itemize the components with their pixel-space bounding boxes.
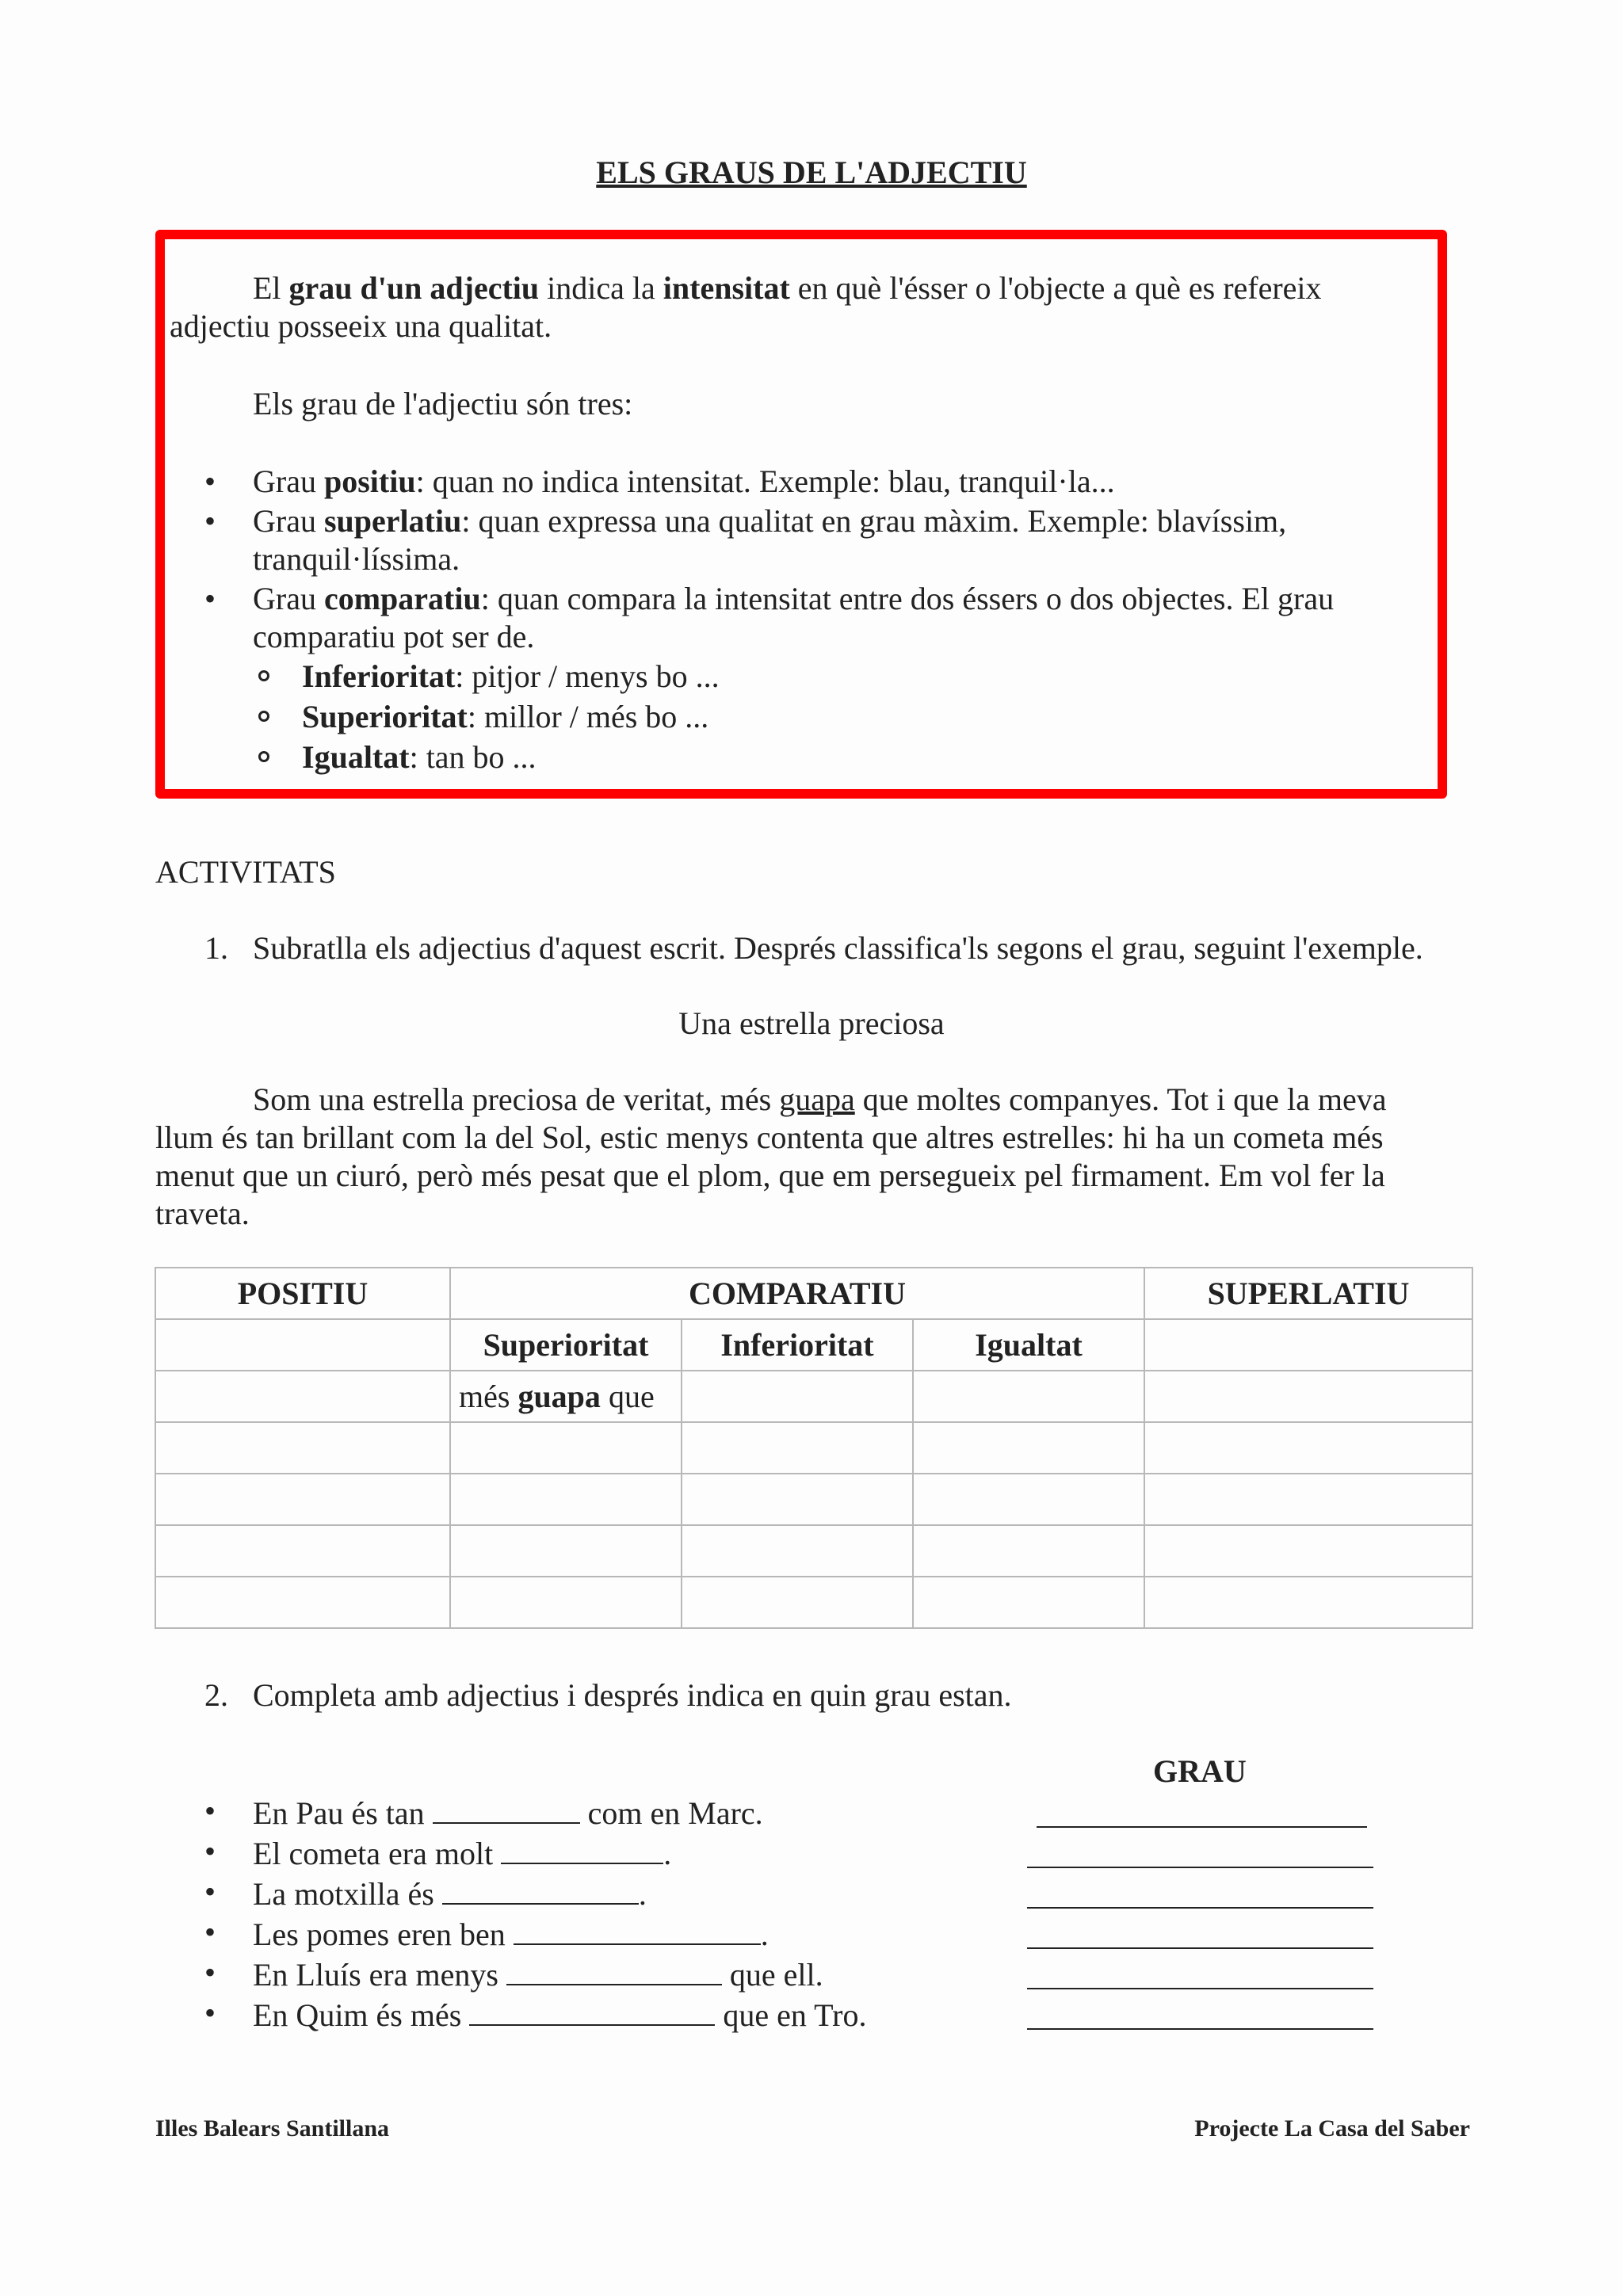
- bullet-comparatiu: Grau comparatiu: quan compara la intensitat entre dos éssers o dos objectes. El grau: [253, 581, 1335, 616]
- exercise-item-1: En Pau és tan com en Marc.: [253, 1792, 763, 1833]
- bullet-icon: •: [204, 1874, 216, 1909]
- example-cell: més guapa que: [450, 1371, 682, 1422]
- bullet-icon: •: [204, 581, 216, 616]
- table-cell[interactable]: [913, 1525, 1144, 1577]
- table-cell[interactable]: [682, 1525, 913, 1577]
- bullet-comparatiu-line2: comparatiu pot ser de.: [253, 619, 535, 654]
- table-cell[interactable]: [1144, 1422, 1472, 1474]
- table-cell[interactable]: [1144, 1371, 1472, 1422]
- grade-answer-line[interactable]: [1027, 1907, 1373, 1909]
- subbullet-superioritat: Superioritat: millor / més bo ...: [302, 699, 709, 734]
- intro-degrees-count: Els grau de l'adjectiu són tres:: [253, 386, 633, 421]
- footer-publisher: Illes Balears Santillana: [155, 2115, 390, 2142]
- header-positiu: POSITIU: [155, 1268, 450, 1319]
- answer-blank[interactable]: [514, 1913, 761, 1945]
- table-cell[interactable]: [682, 1422, 913, 1474]
- subheader-igualtat: Igualtat: [913, 1319, 1144, 1371]
- table-cell[interactable]: [155, 1371, 450, 1422]
- table-row: [155, 1422, 1472, 1474]
- table-cell[interactable]: [682, 1474, 913, 1525]
- grade-answer-line[interactable]: [1027, 1988, 1373, 1989]
- circle-bullet-icon: [258, 711, 269, 722]
- table-cell[interactable]: [450, 1525, 682, 1577]
- answer-blank[interactable]: [506, 1954, 722, 1985]
- grade-answer-line[interactable]: [1027, 1867, 1373, 1868]
- table-cell[interactable]: [913, 1422, 1144, 1474]
- activities-heading: ACTIVITATS: [155, 854, 336, 890]
- bullet-positiu: Grau positiu: quan no indica intensitat. Exemple: blau, tranquil·la...: [253, 463, 1115, 499]
- bullet-icon: •: [204, 1995, 216, 2031]
- table-cell[interactable]: [155, 1525, 450, 1577]
- table-row: [155, 1474, 1472, 1525]
- table-cell[interactable]: [913, 1577, 1144, 1628]
- bullet-icon: •: [204, 503, 216, 539]
- intro-paragraph-line1: El grau d'un adjectiu indica la intensitat en què l'ésser o l'objecte a què es refereix: [253, 270, 1322, 306]
- table-cell[interactable]: [155, 1422, 450, 1474]
- table-cell[interactable]: [913, 1474, 1144, 1525]
- bullet-icon: •: [204, 1955, 216, 1990]
- answer-blank[interactable]: [469, 1994, 715, 2026]
- intro-paragraph-line2: adjectiu posseeix una qualitat.: [170, 308, 552, 344]
- activity-2-number: 2.: [204, 1677, 228, 1713]
- grade-answer-line[interactable]: [1027, 1947, 1373, 1949]
- table-header-row: [155, 1268, 1472, 1319]
- grade-answer-line[interactable]: [1037, 1826, 1367, 1828]
- table-cell[interactable]: [1144, 1525, 1472, 1577]
- table-cell[interactable]: [913, 1371, 1144, 1422]
- grade-answer-line[interactable]: [1027, 2028, 1373, 2030]
- answer-blank[interactable]: [433, 1792, 580, 1824]
- answer-blank[interactable]: [501, 1833, 663, 1864]
- bullet-superlatiu: Grau superlatiu: quan expressa una qualitat en grau màxim. Exemple: blavíssim,: [253, 503, 1287, 539]
- header-superlatiu: SUPERLATIU: [1144, 1268, 1472, 1319]
- subheader-inferioritat: Inferioritat: [682, 1319, 913, 1371]
- exercise-item-2: El cometa era molt .: [253, 1833, 671, 1873]
- table-cell[interactable]: [1144, 1319, 1472, 1371]
- footer-project: Projecte La Casa del Saber: [1194, 2115, 1470, 2142]
- circle-bullet-icon: [258, 751, 269, 762]
- header-comparatiu: COMPARATIU: [450, 1268, 1144, 1319]
- grau-column-label: GRAU: [1153, 1753, 1247, 1789]
- bullet-icon: •: [204, 463, 216, 499]
- circle-bullet-icon: [258, 670, 269, 681]
- activity-1-number: 1.: [204, 930, 228, 966]
- bullet-icon: •: [204, 1833, 216, 1869]
- table-cell[interactable]: [1144, 1577, 1472, 1628]
- exercise-item-5: En Lluís era menys que ell.: [253, 1954, 823, 1994]
- story-line-2: llum és tan brillant com la del Sol, estic menys contenta que altres estrelles: hi ha un cometa més: [155, 1119, 1384, 1155]
- table-cell[interactable]: [682, 1577, 913, 1628]
- story-line-3: menut que un ciuró, però més pesat que el plom, que em persegueix pel firmament. Em vol fer la: [155, 1158, 1385, 1193]
- page-title: ELS GRAUS DE L'ADJECTIU: [596, 154, 1027, 190]
- subbullet-igualtat: Igualtat: tan bo ...: [302, 739, 537, 775]
- table-cell[interactable]: [1144, 1474, 1472, 1525]
- bullet-icon: •: [204, 1914, 216, 1950]
- bullet-superlatiu-line2: tranquil·líssima.: [253, 541, 460, 577]
- table-row: [155, 1371, 1472, 1422]
- table-cell[interactable]: [450, 1474, 682, 1525]
- bullet-icon: •: [204, 1793, 216, 1829]
- story-line-1: Som una estrella preciosa de veritat, més guapa que moltes companyes. Tot i que la meva: [253, 1081, 1387, 1117]
- subheader-superioritat: Superioritat: [450, 1319, 682, 1371]
- answer-blank[interactable]: [442, 1873, 639, 1905]
- table-cell[interactable]: [155, 1474, 450, 1525]
- table-cell[interactable]: [450, 1577, 682, 1628]
- exercise-item-3: La motxilla és .: [253, 1873, 647, 1913]
- activity-1-instruction: Subratlla els adjectius d'aquest escrit. Després classifica'ls segons el grau, seguint l'exemple.: [253, 930, 1423, 966]
- table-cell[interactable]: [682, 1371, 913, 1422]
- exercise-item-4: Les pomes eren ben .: [253, 1913, 769, 1954]
- story-title: Una estrella preciosa: [678, 1005, 945, 1041]
- table-row: [155, 1525, 1472, 1577]
- classification-table: [155, 1267, 1473, 1629]
- story-line-4: traveta.: [155, 1196, 250, 1231]
- table-cell[interactable]: [450, 1422, 682, 1474]
- subbullet-inferioritat: Inferioritat: pitjor / menys bo ...: [302, 658, 720, 694]
- table-cell[interactable]: [155, 1577, 450, 1628]
- activity-2-instruction: Completa amb adjectius i després indica en quin grau estan.: [253, 1677, 1012, 1713]
- table-row: [155, 1577, 1472, 1628]
- exercise-item-6: En Quim és més que en Tro.: [253, 1994, 866, 2035]
- table-subheader-row: [155, 1319, 1472, 1371]
- table-cell[interactable]: [155, 1319, 450, 1371]
